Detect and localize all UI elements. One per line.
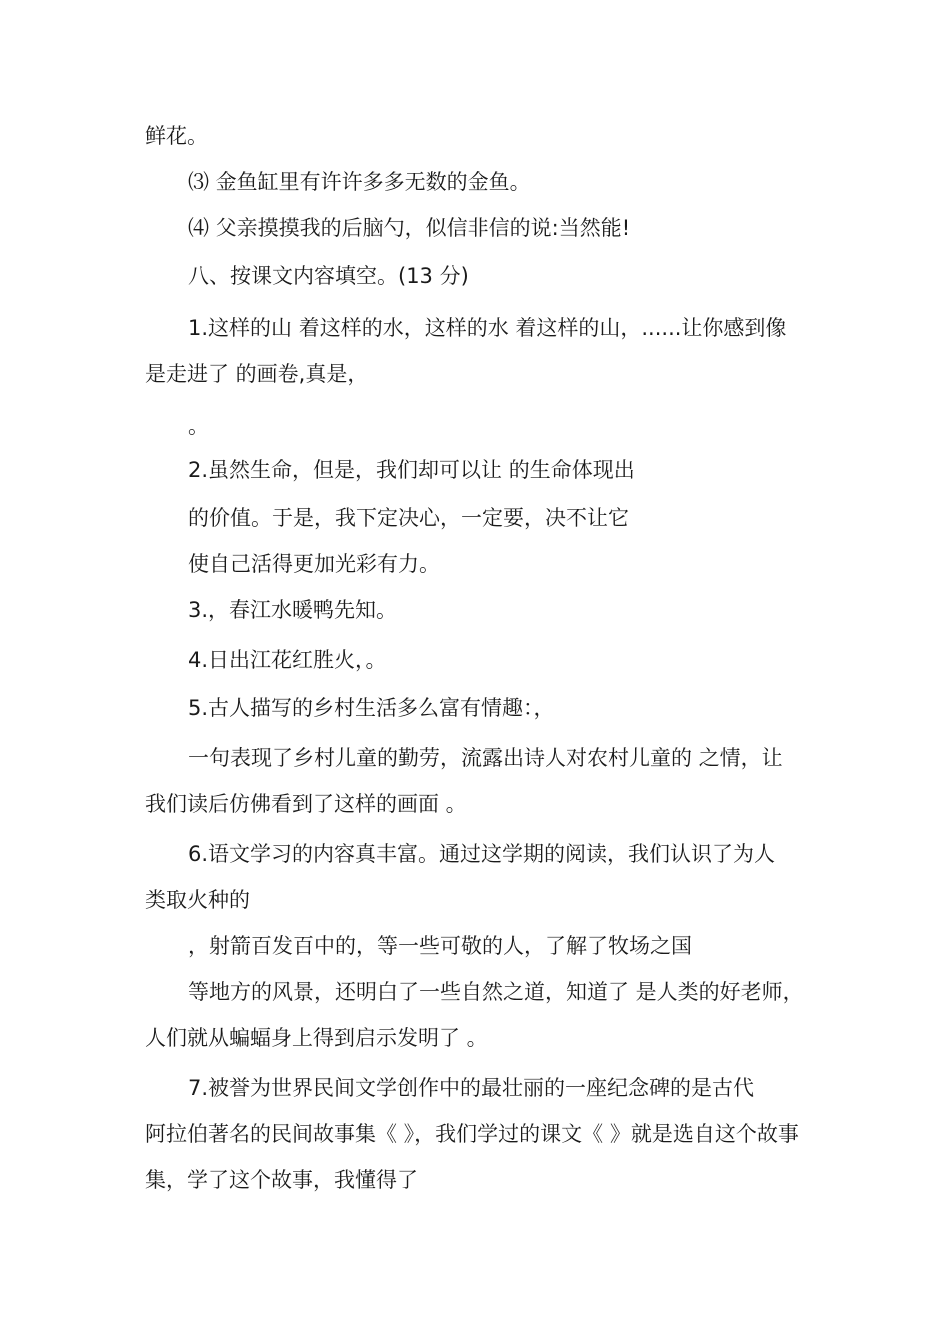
text-line: 集，学了这个故事，我懂得了 xyxy=(145,1168,418,1192)
section-heading: 八、按课文内容填空。(13 分) xyxy=(188,264,469,288)
text-line: 7.被誉为世界民间文学创作中的最壮丽的一座纪念碑的是古代 xyxy=(188,1076,755,1100)
text-line: 1.这样的山 着这样的水，这样的水 着这样的山，......让你感到像 xyxy=(188,316,787,340)
text-line: ⑶ 金鱼缸里有许许多多无数的金鱼。 xyxy=(188,170,531,194)
text-line: 使自己活得更加光彩有力。 xyxy=(188,552,440,576)
text-line: 2.虽然生命，但是，我们却可以让 的生命体现出 xyxy=(188,458,635,482)
text-line: 鲜花。 xyxy=(145,124,208,148)
text-line: ，射箭百发百中的，等一些可敬的人，了解了牧场之国 xyxy=(188,934,692,958)
text-line: 5.古人描写的乡村生活多么富有情趣：， xyxy=(188,696,555,720)
text-line: 我们读后仿佛看到了这样的画面 。 xyxy=(145,792,467,816)
text-line: 是走进了 的画卷,真是， xyxy=(145,362,369,386)
text-line: 等地方的风景，还明白了一些自然之道，知道了 是人类的好老师， xyxy=(188,980,804,1004)
text-line: 的价值。于是，我下定决心，一定要，决不让它 xyxy=(188,506,629,530)
text-line: 。 xyxy=(188,414,209,438)
text-line: 阿拉伯著名的民间故事集《 》，我们学过的课文《 》就是选自这个故事 xyxy=(145,1122,799,1146)
text-line: 类取火种的 xyxy=(145,888,250,912)
text-line: 4.日出江花红胜火，。 xyxy=(188,648,387,672)
text-line: 一句表现了乡村儿童的勤劳，流露出诗人对农村儿童的 之情，让 xyxy=(188,746,783,770)
text-line: 6.语文学习的内容真丰富。通过这学期的阅读，我们认识了为人 xyxy=(188,842,776,866)
text-line: 3.，春江水暖鸭先知。 xyxy=(188,598,398,622)
text-line: ⑷ 父亲摸摸我的后脑勺，似信非信的说:当然能! xyxy=(188,216,631,240)
text-line: 人们就从蝙蝠身上得到启示发明了 。 xyxy=(145,1026,488,1050)
